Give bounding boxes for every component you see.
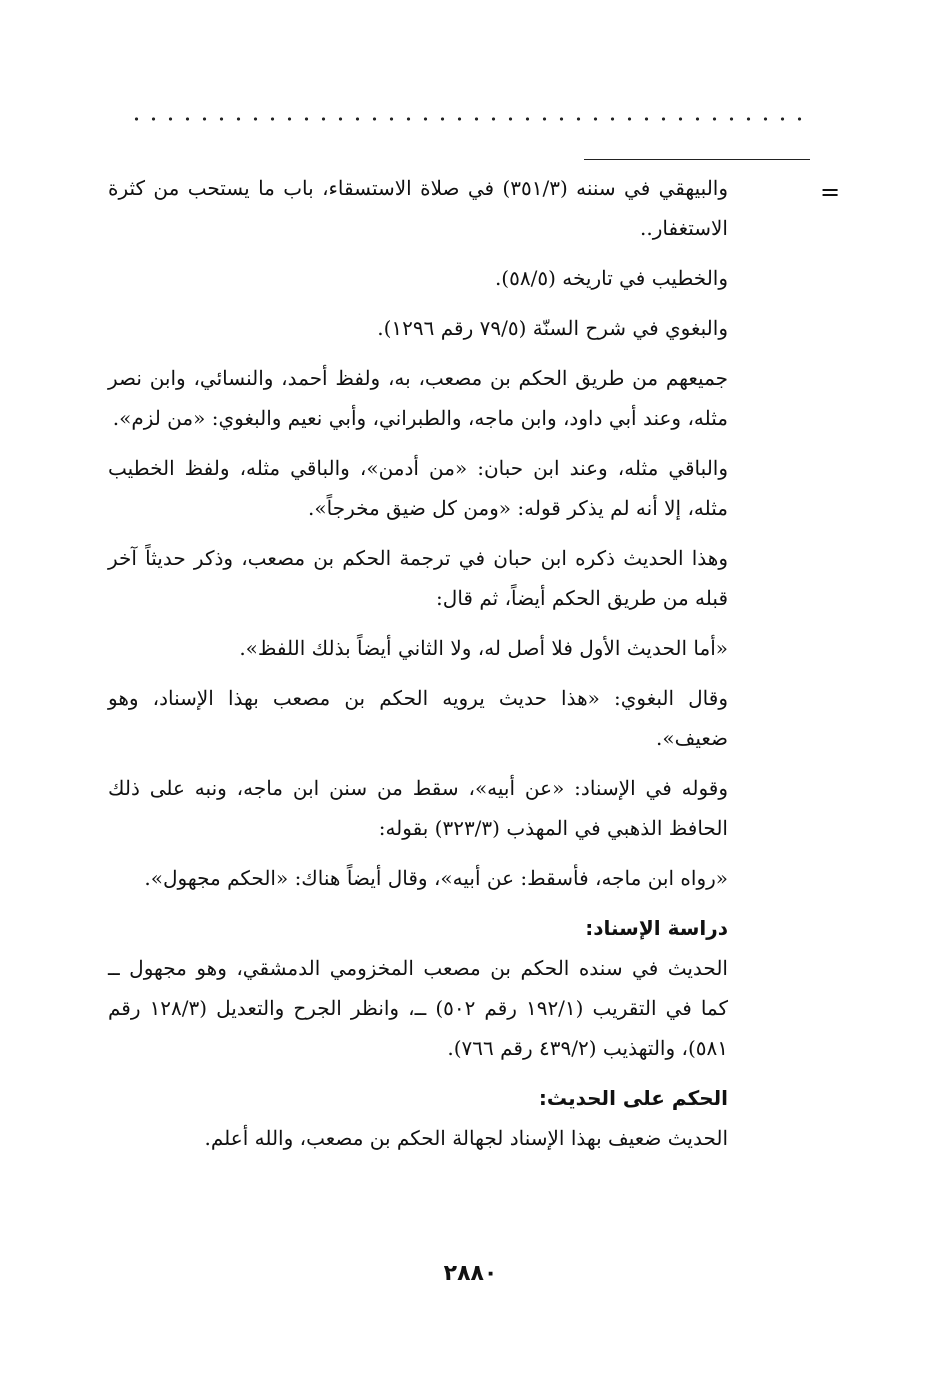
paragraph-bayhaqi: والبيهقي في سننه (٣٥١/٣) في صلاة الاستسقاء، باب ما يستحب من كثرة الاستغفار.. <box>108 176 729 240</box>
ruling-heading: الحكم على الحديث: <box>538 1086 728 1110</box>
isnad-study-text: الحديث في سنده الحكم بن مصعب المخزومي الدمشقي، وهو مجهول ــ كما في التقريب (١٩٢/١ رقم ٥٠٢) ــ، وانظر الجرح والتعديل (١٢٨/٣ رقم ٥٨١)، والتهذيب (٤٣٩/٢ رقم ٧٦٦). <box>108 956 729 1060</box>
paragraph-dhahabi-quote: «رواه ابن ماجه، فأسقط: عن أبيه»، وقال أيضاً هناك: «الحكم مجهول». <box>144 866 728 890</box>
paragraph-isnad-omission: وقوله في الإسناد: «عن أبيه»، سقط من سنن ابن ماجه، ونبه على ذلك الحافظ الذهبي في المهذب (٣٢٣/٣) بقوله: <box>108 776 728 840</box>
page-number: ٢٨٨٠ <box>443 1261 498 1286</box>
paragraph-quote-ibn-hibban: «أما الحديث الأول فلا أصل له، ولا الثاني أيضاً بذلك اللفظ». <box>239 636 728 660</box>
dotted-separator <box>128 112 806 126</box>
continuation-mark: = <box>820 178 841 206</box>
paragraph-baghawi-quote: وقال البغوي: «هذا حديث يرويه الحكم بن مصعب بهذا الإسناد، وهو ضعيف». <box>108 686 728 750</box>
footnote-rule <box>584 159 810 160</box>
paragraph-baghawi: والبغوي في شرح السنّة (٧٩/٥ رقم ١٢٩٦). <box>377 316 728 340</box>
isnad-study-heading: دراسة الإسناد: <box>585 916 728 940</box>
paragraph-khatib: والخطيب في تاريخه (٥٨/٥). <box>494 266 728 290</box>
paragraph-all-routes: جميعهم من طريق الحكم بن مصعب، به، ولفظ أحمد، والنسائي، وابن نصر مثله، وعند أبي داود، وابن ماجه، والطبراني، وأبي نعيم والبغوي: «من لزم». <box>108 366 728 430</box>
footnote-body <box>108 168 728 1162</box>
paragraph-ibn-hibban: والباقي مثله، وعند ابن حبان: «من أدمن»، والباقي مثله، ولفظ الخطيب مثله، إلا أنه لم يذكر قوله: «ومن كل ضيق مخرجاً». <box>108 456 728 520</box>
paragraph-hadith-note: وهذا الحديث ذكره ابن حبان في ترجمة الحكم بن مصعب، وذكر حديثاً آخر قبله من طريق الحكم أيضاً، ثم قال: <box>108 546 728 610</box>
ruling-text: الحديث ضعيف بهذا الإسناد لجهالة الحكم بن مصعب، والله أعلم. <box>204 1126 728 1150</box>
